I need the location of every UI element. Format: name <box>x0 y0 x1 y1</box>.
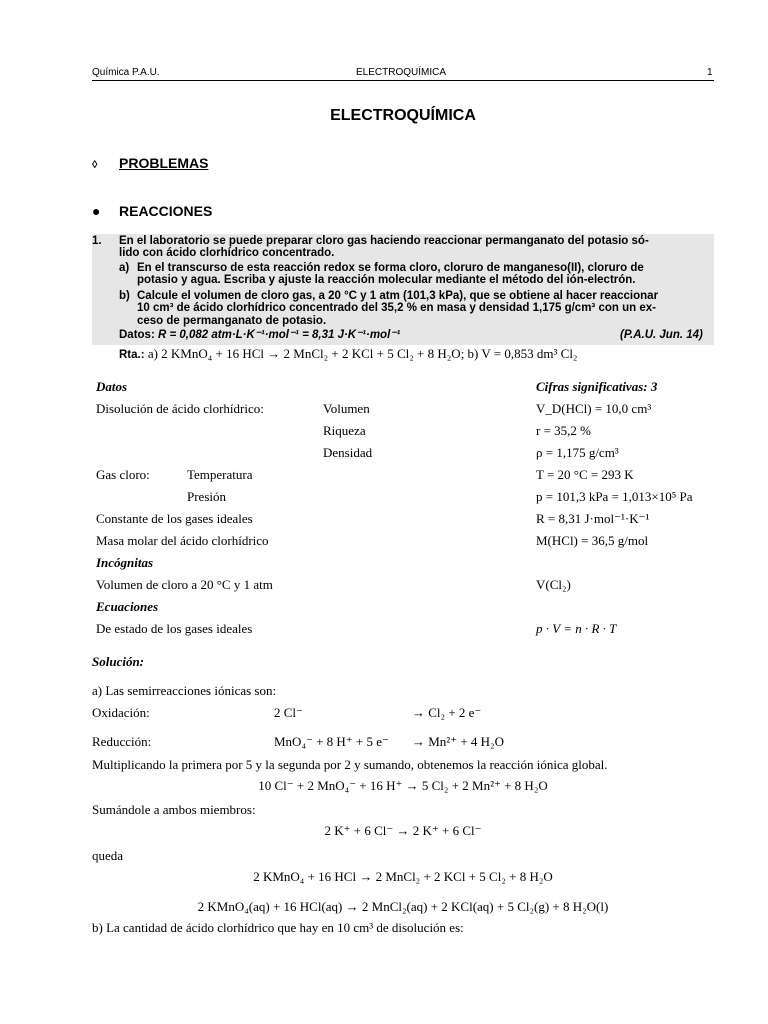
solution-heading: Solución: <box>92 654 145 669</box>
row-presion-value: p = 101,3 kPa = 1,013×10⁵ Pa <box>536 489 693 504</box>
global-ionic-equation: 10 Cl⁻ + 2 MnO₄⁻ + 16 H⁺ → 5 Cl₂ + 2 Mn²⁺ + 8 H₂O <box>258 778 548 793</box>
row-masa-molar-value: M(HCl) = 36,5 g/mol <box>536 533 649 548</box>
ecuaciones-heading: Ecuaciones <box>96 599 159 614</box>
answer-text: a) 2 KMnO₄ + 16 HCl → 2 MnCl₂ + 2 KCl + 5 Cl₂ + 8 H₂O; b) V = 0,853 dm³ Cl₂ <box>147 346 578 361</box>
diamond-bullet-icon: ◊ <box>92 159 98 171</box>
datos-heading: Datos <box>96 379 128 394</box>
datos-label: Datos: <box>119 329 155 341</box>
part-a-label: a) <box>119 262 130 274</box>
incognita-value: V(Cl₂) <box>536 577 571 592</box>
row-constante-label: Constante de los gases ideales <box>96 511 253 526</box>
molecular-equation-states: 2 KMnO₄(aq) + 16 HCl(aq) → 2 MnCl₂(aq) + 2 KCl(aq) + 5 Cl₂(g) + 8 H₂O(l) <box>197 899 609 914</box>
problem-statement-line2: lido con ácido clorhídrico concentrado. <box>119 247 335 259</box>
document-title: ELECTROQUÍMICA <box>330 107 476 124</box>
row-densidad-value: ρ = 1,175 g/cm³ <box>536 445 619 460</box>
solution-intro: a) Las semirreacciones iónicas son: <box>92 683 277 698</box>
cifras-heading: Cifras significativas: 3 <box>536 379 658 394</box>
row-constante-value: R = 8,31 J·mol⁻¹·K⁻¹ <box>536 511 650 526</box>
ecuacion-value: p · V = n · R · T <box>536 621 617 636</box>
part-b-intro: b) La cantidad de ácido clorhídrico que hay en 10 cm³ de disolución es: <box>92 920 464 935</box>
answer-line <box>119 346 577 362</box>
part-b-line1: Calcule el volumen de cloro gas, a 20 °C y 1 atm (101,3 kPa), que se obtiene al hacer reaccionar <box>137 290 659 302</box>
header-rule <box>92 80 714 81</box>
ecuacion-label: De estado de los gases ideales <box>96 621 253 636</box>
row-riqueza-label: Riqueza <box>323 423 366 438</box>
row-gas-cloro-label: Gas cloro: <box>96 467 150 482</box>
page-number: 1 <box>707 67 713 78</box>
part-a-line2: potasio y agua. Escriba y ajuste la reacción molecular mediante el método del ión-electrón. <box>137 274 636 286</box>
sum-text: Sumándole a ambos miembros: <box>92 802 256 817</box>
oxidation-right: → Cl₂ + 2 e⁻ <box>412 705 482 720</box>
incognita-label: Volumen de cloro a 20 °C y 1 atm <box>96 577 273 592</box>
row-masa-molar-label: Masa molar del ácido clorhídrico <box>96 533 269 548</box>
section-problemas-label: PROBLEMAS <box>119 155 209 171</box>
row-volumen-label: Volumen <box>323 401 370 416</box>
section-reacciones-label: REACCIONES <box>119 203 213 219</box>
row-riqueza-value: r = 35,2 % <box>536 423 591 438</box>
part-b-line2: 10 cm³ de ácido clorhídrico concentrado del 35,2 % en masa y densidad 1,175 g/cm³ con un ex- <box>137 302 656 314</box>
problem-statement-line1: En el laboratorio se puede preparar cloro gas haciendo reaccionar permanganato del potasio só- <box>119 235 649 247</box>
row-presion-label: Presión <box>187 489 226 504</box>
header-left-text: Química P.A.U. <box>92 67 160 78</box>
answer-label: Rta.: <box>119 349 145 361</box>
spectator-equation: 2 K⁺ + 6 Cl⁻ → 2 K⁺ + 6 Cl⁻ <box>324 823 482 838</box>
section-reacciones <box>92 203 212 219</box>
circle-bullet-icon: ● <box>92 203 101 219</box>
problem-source: (P.A.U. Jun. 14) <box>620 329 703 341</box>
row-volumen-value: V_D(HCl) = 10,0 cm³ <box>536 401 652 416</box>
incognitas-heading: Incógnitas <box>96 555 154 570</box>
part-b-line3: ceso de permanganato de potasio. <box>137 315 327 327</box>
row-temperatura-label: Temperatura <box>187 467 253 482</box>
section-problemas <box>92 155 208 171</box>
oxidation-left: 2 Cl⁻ <box>274 705 303 720</box>
oxidation-label: Oxidación: <box>92 705 150 720</box>
part-b-label: b) <box>119 290 130 302</box>
reduction-left: MnO₄⁻ + 8 H⁺ + 5 e⁻ <box>274 734 389 749</box>
reduction-right: → Mn²⁺ + 4 H₂O <box>412 734 504 749</box>
header-center-text: ELECTROQUÍMICA <box>356 67 447 78</box>
molecular-equation: 2 KMnO₄ + 16 HCl → 2 MnCl₂ + 2 KCl + 5 Cl₂ + 8 H₂O <box>253 869 553 884</box>
datos-values: R = 0,082 atm·L·K⁻¹·mol⁻¹ = 8,31 J·K⁻¹·mol⁻¹ <box>157 329 401 341</box>
problem-data <box>119 330 400 341</box>
row-disolucion-label: Disolución de ácido clorhídrico: <box>96 401 264 416</box>
problem-number: 1. <box>92 235 102 247</box>
row-temperatura-value: T = 20 °C = 293 K <box>536 467 634 482</box>
queda-text: queda <box>92 848 124 863</box>
part-a-line1: En el transcurso de esta reacción redox se forma cloro, cloruro de manganeso(II), cloruro de <box>137 262 644 274</box>
multiply-text: Multiplicando la primera por 5 y la segunda por 2 y sumando, obtenemos la reacción iónica global. <box>92 757 608 772</box>
reduction-label: Reducción: <box>92 734 152 749</box>
row-densidad-label: Densidad <box>323 445 373 460</box>
